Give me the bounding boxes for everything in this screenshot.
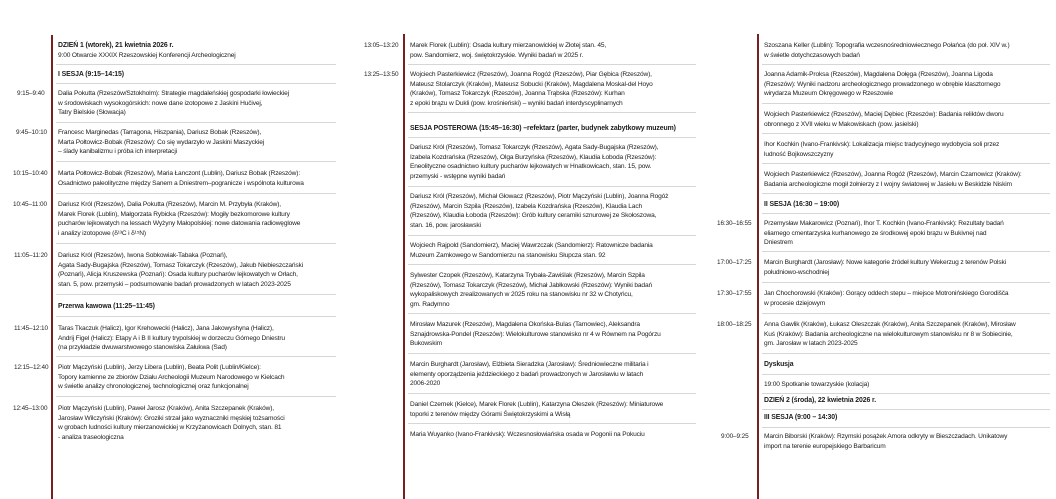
item-line: w środowiskach wysokogórskich: nowe dane izotopowe z Jaskini Hučivej, <box>58 99 263 107</box>
separator <box>408 353 696 354</box>
item-line: eliarnego cmentarzyska kurhanowego ze środkowej epoki brązu w Bukivnej nad <box>764 229 987 237</box>
item-time: 18:00–18:25 <box>717 321 752 328</box>
item-line: Dariusz Król (Rzeszów), Michał Głowacz (Rzeszów), Piotr Mączyński (Lublin), Joanna Rogóż <box>410 193 669 200</box>
item-line: Piotr Mączyński (Lublin), Jerzy Libera (Lublin), Beata Polit (Lublin/Kielce): <box>58 364 261 371</box>
poster-item <box>764 110 1003 129</box>
session1-title: I SESJA (9:15–14:15) <box>58 71 124 78</box>
separator <box>762 353 1050 354</box>
separator <box>762 427 1050 428</box>
item-line: Maria Wuyanko (Ivano-Frankivsk): Wczesnosłowiańska osada w Pogonii na Pokuciu <box>410 431 645 438</box>
item-line: - analiza traseologiczna <box>58 433 124 441</box>
separator <box>56 122 336 123</box>
item-time: 11:45–12:10 <box>14 325 48 332</box>
separator <box>56 193 336 194</box>
opening-line: 9:00 Otwarcie XXXIX Rzeszowskiej Konferencji Archeologicznej <box>58 51 236 59</box>
item-line: Sznajdrowska-Pondel (Rzeszów): Wielokulturowe stanowisko nr 4 w Równem na Pogórzu <box>410 330 661 338</box>
program-item <box>58 169 304 188</box>
program-item <box>58 89 289 118</box>
separator <box>408 64 696 65</box>
item-time: 10:15–10:40 <box>13 170 48 177</box>
program-item <box>58 251 303 289</box>
item-line: Marta Połtowicz-Bobak (Rzeszów): Co się wydarzyło w Jaskini Maszyckiej <box>58 138 265 146</box>
item-line: Marcin Burghardt (Jarosław), Elżbieta Sieradzka (Jarosław): Średniowieczne militaria i <box>410 361 649 368</box>
item-line: Szoszana Keller (Lublin): Topografia wczesnośredniowiecznego Połańca (do poł. XIV w.) <box>764 42 1010 49</box>
item-line: stan. 16, pow. jarosławski <box>410 221 481 229</box>
separator <box>408 137 696 138</box>
poster-item <box>764 70 1000 99</box>
separator <box>762 133 1050 134</box>
item-line: Osadnictwo paleolityczne między Sanem a Dniestrem–pogranicze i wspólnota kulturowa <box>58 179 304 187</box>
item-line: elementy oporządzenia jeździeckiego z badań prowadzonych w Jarosławiu w latach <box>410 370 644 378</box>
item-line: Kuś (Kraków): Badania archeologiczne na wielokulturowym stanowisku nr 8 w Sobiecinie, <box>764 330 1013 338</box>
item-line: (Kraków), Tomasz Tokarczyk (Rzeszów), Joanna Trąbska (Rzeszów): Kurhan <box>410 90 625 98</box>
item-line: Dariusz Król (Rzeszów), Dalia Pokutta (Rzeszów), Marcin M. Przybyła (Kraków), <box>58 201 281 208</box>
program-item <box>58 404 285 442</box>
item-line: Marcin Burghardt (Jarosław): Nowe kategorie źródeł kultury Wekerzug z terenów Polski <box>764 259 1006 266</box>
column-2 <box>340 0 700 499</box>
item-line: Badania archeologiczne mogił żołnierzy z I wojny światowej w Jasielu w Beskidzie Niskim <box>764 180 1012 188</box>
item-time: 9:00–9:25 <box>721 433 749 440</box>
separator <box>762 163 1050 164</box>
item-line: Wojciech Pasterkiewicz (Rzeszów), Joanna Rogóż (Rzeszów), Piar Gębica (Rzeszów), <box>410 71 652 78</box>
separator <box>762 64 1050 65</box>
poster-item <box>410 360 649 389</box>
item-line: (Rzeszów): Wyniki nadzoru archeologicznego prowadzonego w obrębie klasztornego <box>764 80 1001 88</box>
program-item <box>58 200 300 238</box>
item-line: toporki z terenów między Górami Świętokrzyskimi a Wisłą <box>410 410 571 418</box>
item-time: 9:15–9:40 <box>17 90 45 97</box>
session3-title: III SESJA (9:00 – 14:30) <box>764 414 838 421</box>
item-time: 17:00–17:25 <box>717 259 752 266</box>
poster-item <box>410 320 661 349</box>
poster-item <box>764 41 1010 60</box>
program-item <box>58 363 284 392</box>
separator <box>408 423 696 424</box>
item-line: Przemysław Makarowicz (Poznań), Ihor T. Kochkin (Ivano-Frankivsk): Rezultaty badań <box>764 220 1004 227</box>
item-line: Muzeum Zamkowego w Sandomierzu na stanowisku Słupcza stan. 92 <box>410 251 606 259</box>
program-item <box>764 258 1006 277</box>
item-line: Eneolityczne osadnictwo kultury pucharów lejkowatych w Hnatkowicach, stan. 15, pow. <box>410 163 652 171</box>
separator <box>408 235 696 236</box>
item-time: 11:05–11:20 <box>14 252 48 259</box>
item-line: Agata Sady-Bugajska (Rzeszów), Tomasz Tokarczyk (Rzeszów), Jakub Niebieszczański <box>58 261 304 269</box>
item-line: Sylwester Czopek (Rzeszów), Katarzyna Trybała-Zawiślak (Rzeszów), Marcin Szpila <box>410 272 645 279</box>
item-time: 16:30–16:55 <box>717 220 752 227</box>
program-item <box>58 128 264 157</box>
column-2-rule <box>403 34 405 499</box>
item-line: pow. Sandomierz, woj. świętokrzyskie. Wyniki badań w 2025 r. <box>410 51 584 59</box>
poster-item <box>410 192 668 230</box>
item-line: Anna Gawlik (Kraków), Łukasz Oleszczak (Kraków), Anita Szczepanek (Kraków), Mirosław <box>764 321 1016 328</box>
item-line: Piotr Mączyński (Lublin), Paweł Jarosz (Kraków), Anita Szczepanek (Kraków), <box>58 405 274 412</box>
separator <box>762 251 1050 252</box>
separator <box>762 393 1050 394</box>
item-line: gm. Radymno <box>410 300 450 308</box>
item-line: Wojciech Pasterkiewicz (Rzeszów), Maciej Dębiec (Rzeszów): Badania reliktów dworu <box>764 111 1004 118</box>
separator <box>56 64 336 65</box>
item-line: (Rzeszów), Marcin Szpila (Rzeszów), Izabela Kozdrańska (Rzeszów), Klaudia Lach <box>410 202 642 210</box>
poster-item <box>764 140 999 159</box>
separator <box>762 374 1050 375</box>
column-3-rule <box>757 34 759 499</box>
separator <box>56 316 336 317</box>
item-line: (Rzeszów), Tomasz Tokarczyk (Rzeszów), Michał Jabłkowski (Rzeszów): Wyniki badań <box>410 281 652 289</box>
discussion-title: Dyskusja <box>764 361 794 368</box>
item-line: Joanna Adamik-Proksa (Rzeszów), Magdalena Dołęga (Rzeszów), Joanna Ligoda <box>764 71 993 78</box>
poster-item <box>410 143 658 181</box>
item-line: w świetle analizy chronologicznej, technologicznej oraz funkcjonalnej <box>58 383 249 391</box>
item-line: Dniestrem <box>764 239 793 247</box>
item-line: w świetle dotychczasowych badań <box>764 51 860 59</box>
item-line: Wojciech Pasterkiewicz (Rzeszów), Joanna Rogóż (Rzeszów), Marcin Czarnowicz (Kraków): <box>764 171 1022 178</box>
item-line: Mateusz Stolarczyk (Kraków), Mateusz Sobucki (Kraków), Magdalena Moskal-del Hoyo <box>410 80 653 88</box>
item-time: 12:45–13:00 <box>13 405 48 412</box>
separator <box>56 243 336 244</box>
separator <box>56 83 336 84</box>
item-line: import na terenie europejskiego Barbaricum <box>764 442 886 450</box>
separator <box>762 213 1050 214</box>
item-line: Bukowskim <box>410 340 442 348</box>
separator <box>408 313 696 314</box>
separator <box>56 396 336 397</box>
item-line: pucharów lejkowatych na lessach Wyżyny Małopolskiej: nowe datowania radiowęglowe <box>58 220 301 228</box>
program-item <box>764 289 1008 308</box>
item-time: 13:05–13:20 <box>364 42 399 49</box>
separator <box>408 186 696 187</box>
separator <box>408 112 696 113</box>
item-line: Tatry Bielskie (Słowacja) <box>58 109 126 117</box>
item-line: Dariusz Król (Rzeszów), Iwona Sobkowiak-Tabaka (Poznań), <box>58 252 228 259</box>
item-line: Dariusz Król (Rzeszów), Tomasz Tokarczyk (Rzeszów), Agata Sady-Bugajska (Rzeszów), <box>410 144 659 151</box>
item-line: Jan Chochorowski (Kraków): Gorący oddech stepu – miejsce Motronińskiego Gorodišča <box>764 290 1009 297</box>
item-line: Ihor Kochkin (Ivano-Frankivsk): Lokalizacja miejsc tradycyjnego wydobycia soli przez <box>764 141 1000 148</box>
column-1 <box>0 0 340 499</box>
item-time: 10:45–11:00 <box>13 201 47 208</box>
item-line: przemyski - wstępne wyniki badań <box>410 172 506 180</box>
item-line: Dalia Pokutta (Rzeszów/Sztokholm): Strategie magdaleńskiej gospodarki łowieckiej <box>58 90 289 97</box>
day1-header <box>58 41 236 60</box>
item-line: Topory kamienne ze zbiorów Działu Archeologii Muzeum Narodowego w Kielcach <box>58 373 285 381</box>
poster-item <box>410 241 653 260</box>
item-line: Marta Połtowicz-Bobak (Rzeszów), Maria Łanczont (Lublin), Dariusz Bobak (Rzeszów): <box>58 170 301 177</box>
program-item <box>764 219 1004 248</box>
item-line: Wojciech Rajpold (Sandomierz), Maciej Wawrzczak (Sandomierz): Ratownicze badania <box>410 242 653 249</box>
separator <box>762 313 1050 314</box>
column-1-rule <box>51 35 53 499</box>
item-line: Francesc Marginedas (Tarragona, Hiszpania), Dariusz Bobak (Rzeszów), <box>58 129 262 136</box>
program-item <box>764 320 1016 349</box>
program-item <box>58 324 285 353</box>
session2-title: II SESJA (16:30 – 19:00) <box>764 201 840 208</box>
item-line: (Rzeszów), Klaudia Łoboda (Rzeszów): Grób kultury ceramiki sznurowej ze Skołoszowa, <box>410 212 657 220</box>
day2-title: DZIEŃ 2 (środa), 22 kwietnia 2026 r. <box>764 397 877 404</box>
item-line: stan. 5, pow. przemyski – podsumowanie badań prowadzonych w latach 2023-2025 <box>58 280 291 288</box>
item-line: w grobach ludności kultury mierzanowickiej w Krzyżanowicach Dolnych, stan. 81 <box>58 424 282 432</box>
separator <box>56 161 336 162</box>
item-line: (na przykładzie dwuwarstwowego stanowiska Załukwa (Sad) <box>58 344 227 352</box>
poster-item <box>764 170 1022 189</box>
separator <box>762 282 1050 283</box>
item-line: i analizy izotopowe (δ¹³C i δ¹⁵N) <box>58 229 146 237</box>
column-3 <box>700 0 1056 499</box>
poster-item <box>410 271 652 309</box>
poster-item <box>410 400 663 419</box>
item-line: z epoki brązu w Dukli (pow. krośnieński) – wyniki badań interdyscyplinarnych <box>410 99 623 107</box>
item-line: wirydarza Muzeum Okręgowego w Rzeszowie <box>764 90 894 98</box>
program-item <box>410 41 606 60</box>
item-line: południowo-wschodniej <box>764 268 830 276</box>
item-line: Marek Florek (Lublin), Małgorzata Rybicka (Rzeszów): Mogiły bezkomorowe kultury <box>58 210 290 218</box>
day1-title: DZIEŃ 1 (wtorek), 21 kwietnia 2026 r. <box>58 42 174 49</box>
program-item <box>410 70 653 108</box>
item-line: Jarosław Wilczyński (Kraków): Groziki strzał jako wyznaczniki męskiej tożsamości <box>58 414 285 422</box>
item-line: (Poznań), Alicja Kruszewska (Poznań): Osada kultury pucharów lejkowatych w Orłach, <box>58 271 298 279</box>
item-line: ludność Bojkowszczyzny <box>764 150 834 158</box>
item-time: 9:45–10:10 <box>16 129 47 136</box>
item-line: Andrij Figel (Halicz): Etapy A i B II kultury trypolskiej w dorzeczu Górnego Dniestru <box>58 334 285 342</box>
item-time: 12:15–12:40 <box>14 364 49 371</box>
item-line: Mirosław Mazurek (Rzeszów), Magdalena Okońska-Bulas (Tarnowiec), Aleksandra <box>410 321 640 328</box>
poster-session-title: SESJA POSTEROWA (15:45–16:30) –refektarz (parter, budynek zabytkowy muzeum) <box>410 125 676 132</box>
poster-item <box>410 430 645 440</box>
item-line: – ślady kanibalizmu i próba ich interpretacji <box>58 148 177 156</box>
item-line: Izabela Kozdrańska (Rzeszów), Olga Burzyńska (Rzeszów), Klaudia Łoboda (Rzeszów): <box>410 153 657 161</box>
social-event: 19:00 Spotkanie towarzyskie (kolacja) <box>764 381 870 388</box>
separator <box>56 356 336 357</box>
item-line: 2006-2020 <box>410 380 441 388</box>
item-line: Taras Tkaczuk (Halicz), Igor Krehowecki (Halicz), Jana Jakowyshyna (Halicz), <box>58 325 274 332</box>
item-time: 13:25–13:50 <box>364 71 399 78</box>
item-line: wykopaliskowych zrealizowanych w 2025 roku na stanowisku nr 32 w Chotyńcu, <box>410 291 633 299</box>
separator <box>762 409 1050 410</box>
separator <box>408 264 696 265</box>
item-line: Daniel Czernek (Kielce), Marek Florek (Lublin), Katarzyna Oleszek (Rzeszów): Miniaturowe <box>410 401 664 408</box>
item-line: obronnego z XVII wieku w Makowiskach (pow. jasielski) <box>764 120 919 128</box>
item-time: 17:30–17:55 <box>717 290 752 297</box>
item-line: gm. Jarosław w latach 2023-2025 <box>764 340 858 348</box>
coffee-break-title: Przerwa kawowa (11:25–11:45) <box>58 303 155 310</box>
separator <box>762 193 1050 194</box>
program-item <box>764 432 1007 451</box>
item-line: Marcin Biborski (Kraków): Rzymski posążek Amora odkryty w Bieszczadach. Unikatowy <box>764 433 1008 440</box>
separator <box>408 393 696 394</box>
item-line: w procesie dziejowym <box>764 299 826 307</box>
separator <box>56 294 336 295</box>
item-line: Marek Florek (Lublin): Osada kultury mierzanowickiej w Złotej stan. 45, <box>410 42 607 49</box>
separator <box>762 103 1050 104</box>
